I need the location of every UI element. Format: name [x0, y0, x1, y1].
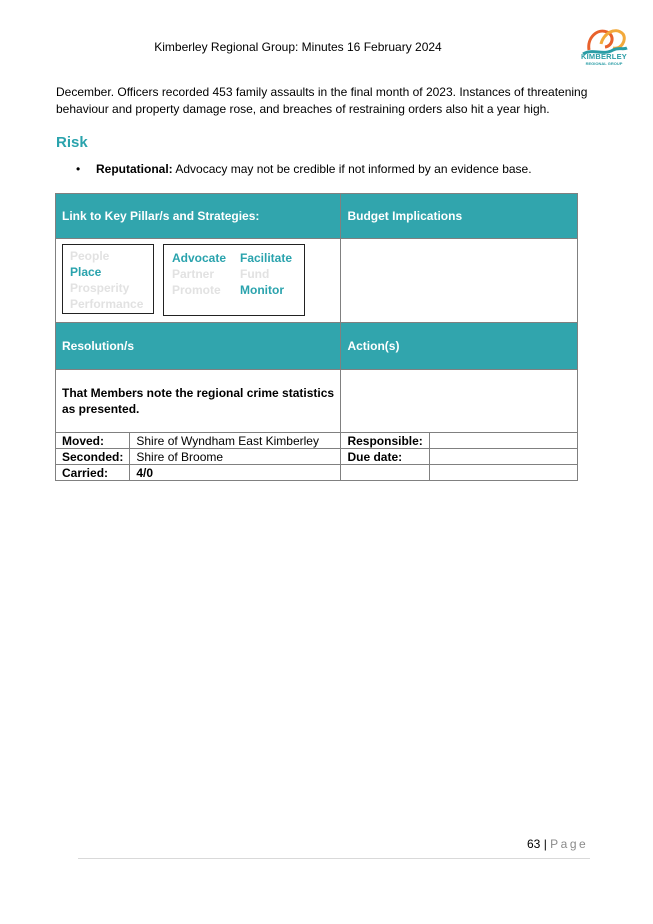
action-cell — [341, 370, 578, 433]
logo-subtext: REGIONAL GROUP — [585, 61, 623, 66]
bullet-text: Advocacy may not be credible if not informed by an evidence base. — [172, 162, 532, 176]
pillars-cell — [56, 239, 341, 323]
budget-header: Budget Implications — [341, 194, 578, 239]
bullet-label: Reputational: — [96, 162, 173, 176]
page-number: 63 — [527, 837, 541, 851]
strategy-monitor: Monitor — [240, 283, 284, 297]
risk-heading: Risk — [56, 134, 88, 151]
page-header-title: Kimberley Regional Group: Minutes 16 February 2024 — [154, 40, 442, 54]
carried-value: 4/0 — [130, 465, 341, 481]
moved-value: Shire of Wyndham East Kimberley — [130, 433, 341, 449]
strategy-promote: Promote — [172, 283, 221, 297]
footer-divider — [78, 858, 590, 859]
pillar-place: Place — [70, 265, 102, 279]
pillars-header: Link to Key Pillar/s and Strategies: — [56, 194, 341, 239]
due-date-label: Due date: — [341, 449, 429, 465]
bullet-dot-icon: • — [76, 162, 81, 176]
strategy-facilitate: Facilitate — [240, 251, 293, 265]
responsible-label: Responsible: — [341, 433, 429, 449]
resolution-header: Resolution/s — [56, 323, 341, 370]
logo-text: KIMBERLEY — [581, 52, 627, 61]
pillar-prosperity: Prosperity — [70, 281, 130, 295]
body-paragraph: December. Officers recorded 453 family assaults in the final month of 2023. Instances of threatening behaviour and property damage rose, and breaches of restraining orders also hit a year high. — [56, 85, 588, 116]
carried-label: Carried: — [56, 465, 130, 481]
page-separator: | — [540, 837, 551, 851]
empty-cell — [341, 465, 429, 481]
seconded-value: Shire of Broome — [130, 449, 341, 465]
page-word: Page — [550, 837, 589, 851]
strategy-fund: Fund — [240, 267, 270, 281]
strategy-advocate: Advocate — [172, 251, 227, 265]
pillar-people: People — [70, 249, 110, 263]
resolution-text: That Members note the regional crime statistics as presented. — [56, 370, 341, 433]
pillars-box — [62, 244, 154, 314]
resolution-table — [55, 193, 578, 481]
strategies-box — [163, 244, 305, 316]
moved-label: Moved: — [56, 433, 130, 449]
action-header: Action(s) — [341, 323, 578, 370]
due-date-value — [429, 449, 577, 465]
page-footer — [527, 837, 588, 851]
budget-cell — [341, 239, 578, 323]
seconded-label: Seconded: — [56, 449, 130, 465]
empty-cell — [429, 465, 577, 481]
pillar-performance: Performance — [70, 297, 144, 311]
strategy-partner: Partner — [172, 267, 215, 281]
responsible-value — [429, 433, 577, 449]
